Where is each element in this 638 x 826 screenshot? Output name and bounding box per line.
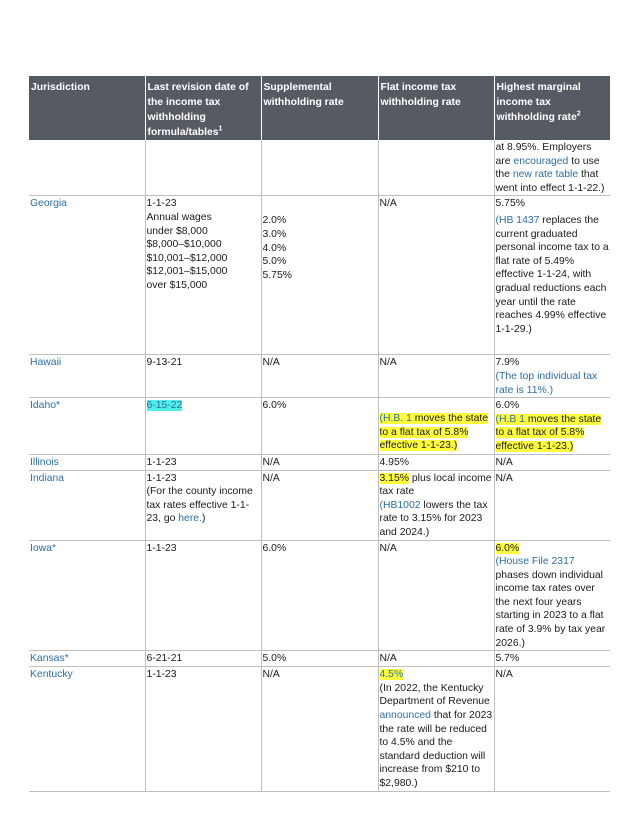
jurisdiction-link[interactable]: Iowa* [30, 542, 56, 554]
jurisdiction-link[interactable]: Indiana [30, 472, 65, 484]
highlighted-rate: 3.15% [379, 472, 409, 484]
table-row-georgia [29, 196, 610, 355]
encouraged-link[interactable]: encouraged [513, 155, 569, 167]
cell-empty [261, 140, 378, 196]
jurisdiction-iowa[interactable] [29, 540, 145, 651]
cell-text: 6.0% [262, 400, 287, 412]
county-rates-link[interactable]: here. [178, 513, 202, 525]
highlighted-rate: 6.0% [495, 542, 520, 554]
jurisdiction-link[interactable]: Kentucky [30, 669, 73, 681]
jurisdiction-link[interactable]: Idaho* [30, 400, 61, 412]
wage-line: $10,001–$12,000 [146, 252, 228, 264]
cell-text: ( [495, 556, 499, 568]
cell-empty [29, 140, 145, 196]
cell-text: moves the state to a flat tax of 5.8% effective 1-1-23.) [495, 413, 602, 452]
cell-supplemental [261, 667, 378, 791]
cell-supplemental [261, 196, 378, 355]
cell-highest [494, 651, 610, 667]
cell-revision [145, 470, 261, 540]
jurisdiction-link[interactable]: Georgia [30, 198, 67, 210]
cell-flat [378, 651, 494, 667]
cell-text: 1-1-23 [146, 456, 177, 468]
rate-line: 5.75% [262, 269, 292, 281]
jurisdiction-link[interactable]: Kansas* [30, 653, 69, 665]
cell-highest [494, 454, 610, 470]
cell-text: N/A [379, 198, 397, 210]
rate-line: 3.0% [262, 228, 287, 240]
cell-text: ( [379, 499, 383, 511]
cell-text: N/A [495, 472, 513, 484]
header-supplemental-label: Supplemental withholding rate [263, 82, 344, 108]
cell-supplemental [261, 540, 378, 651]
hb1002-link[interactable]: HB1002 [382, 499, 421, 511]
footnote-marker: 1 [218, 125, 223, 133]
cell-text: 9-13-21 [146, 357, 183, 369]
cell-text: (In 2022, the Kentucky Department of Revenue [379, 682, 490, 708]
cell-text: 5.0% [262, 653, 287, 665]
cell-highest [494, 667, 610, 791]
cell-text: replaces the current graduated personal income tax to a flat rate of 5.49% effective 1-1-24, with gradual reductions each year until the rate reaches 4.99% effective 1-1-29.) [495, 214, 609, 335]
rate-line: 2.0% [262, 215, 287, 227]
cell-text: 1-1-23 [146, 669, 177, 681]
cell-flat [378, 470, 494, 540]
jurisdiction-kansas[interactable] [29, 651, 145, 667]
cell-text: to use the [495, 155, 600, 181]
table-row-hawaii [29, 355, 610, 398]
top-rate-link[interactable]: The top individual tax rate is 11%.) [495, 370, 598, 396]
header-highest-label: Highest marginal income tax withholding rate [496, 82, 581, 123]
wage-line: $8,000–$10,000 [146, 239, 222, 251]
header-jurisdiction [29, 76, 145, 140]
header-revision [145, 76, 261, 140]
cell-text: (For the county income tax rates effective 1-1-23, go [146, 486, 253, 525]
cell-text: that for 2023 the rate will be reduced to 4.5% and the standard deduction will increase from $210 to $2,980.) [379, 710, 493, 789]
announced-link[interactable]: announced [379, 710, 431, 722]
jurisdiction-idaho[interactable] [29, 398, 145, 454]
cell-text: 1-1-23 [146, 472, 177, 484]
cell-flat [378, 540, 494, 651]
cell-text: N/A [262, 669, 280, 681]
jurisdiction-georgia[interactable] [29, 196, 145, 355]
cell-text: into effect 1-1-22.) [520, 182, 605, 194]
cell-text: 4.95% [379, 456, 409, 468]
table-row-kentucky [29, 667, 610, 791]
cell-supplemental [261, 398, 378, 454]
cell-text: moves the state to a flat tax of 5.8% effective 1-1-23.) [379, 413, 489, 452]
cell-supplemental [261, 454, 378, 470]
hb-1-link[interactable]: H.B. 1 [382, 413, 412, 425]
cell-highest [494, 355, 610, 398]
cell-text: N/A [262, 456, 280, 468]
cell-highest [494, 540, 610, 651]
cell-text: N/A [379, 542, 397, 554]
cell-revision [145, 540, 261, 651]
jurisdiction-indiana[interactable] [29, 470, 145, 540]
header-flat-label: Flat income tax withholding rate [380, 82, 461, 108]
cell-highest [494, 196, 610, 355]
cell-text: plus local income tax rate [379, 472, 492, 498]
table-row-illinois [29, 454, 610, 470]
cell-supplemental [261, 651, 378, 667]
header-supplemental [261, 76, 378, 140]
cell-empty [378, 140, 494, 196]
withholding-table [29, 76, 610, 792]
cell-empty [145, 140, 261, 196]
cell-revision [145, 454, 261, 470]
cell-text: N/A [379, 653, 397, 665]
cell-text: N/A [379, 357, 397, 369]
hb-1-link[interactable]: H.B 1 [498, 413, 525, 425]
revision-date-link[interactable]: 6-15-22 [146, 400, 183, 412]
rate-line: 4.0% [262, 242, 287, 254]
hb-1437-link[interactable]: HB 1437 [498, 214, 540, 226]
cell-highest [494, 470, 610, 540]
wage-line: $12,001–$15,000 [146, 266, 228, 278]
cell-text: N/A [262, 472, 280, 484]
new-rate-table-link[interactable]: new rate table [512, 169, 579, 181]
cell-text: N/A [495, 456, 513, 468]
wage-line: over $15,000 [146, 279, 208, 291]
cell-text: N/A [495, 669, 513, 681]
cell-text: ( [495, 214, 499, 226]
cell-revision [145, 651, 261, 667]
header-jurisdiction-label: Jurisdiction [31, 82, 90, 93]
cell-text: ( [379, 413, 383, 425]
table-row-continued [29, 140, 610, 196]
cell-revision [145, 196, 261, 355]
rate-line: 5.0% [262, 256, 287, 268]
highlighted-rate-link[interactable]: 4.5% [379, 669, 404, 681]
cell-revision [145, 355, 261, 398]
table-row-kansas [29, 651, 610, 667]
cell-highest [494, 398, 610, 454]
cell-text: lowers the tax rate to 3.15% for 2023 and 2024.) [379, 499, 488, 538]
cell-text: 7.9% [495, 357, 520, 369]
jurisdiction-illinois[interactable] [29, 454, 145, 470]
cell-text: at 8.95%. Employers are [495, 142, 592, 167]
cell-text: 5.7% [495, 653, 520, 665]
footnote-marker: 2 [576, 110, 581, 118]
cell-text: ) [201, 513, 206, 525]
cell-flat [378, 454, 494, 470]
cell-text: 5.75% [495, 198, 525, 210]
header-highest [494, 76, 610, 140]
cell-flat [378, 398, 494, 454]
cell-flat [378, 355, 494, 398]
cell-supplemental [261, 470, 378, 540]
jurisdiction-link[interactable]: Illinois [30, 456, 59, 468]
revision-date: 1-1-23 [146, 198, 177, 210]
table-row-indiana [29, 470, 610, 540]
header-revision-label: Last revision date of the income tax withholding formula/tables [147, 82, 249, 138]
cell-revision [145, 398, 261, 454]
cell-text: 6.0% [495, 400, 520, 412]
cell-text: ( [495, 413, 499, 425]
cell-highest [494, 140, 610, 196]
cell-text: ( [495, 370, 499, 382]
house-file-2317-link[interactable]: House File 2317 [498, 556, 575, 568]
jurisdiction-hawaii[interactable] [29, 355, 145, 398]
header-row [29, 76, 610, 140]
jurisdiction-kentucky[interactable] [29, 667, 145, 791]
wage-line: under $8,000 [146, 225, 208, 237]
cell-text: 6-21-21 [146, 653, 183, 665]
cell-text: 6.0% [262, 542, 287, 554]
cell-text: N/A [262, 357, 280, 369]
jurisdiction-link[interactable]: Hawaii [30, 357, 62, 369]
table-row-idaho [29, 398, 610, 454]
cell-flat [378, 667, 494, 791]
header-flat [378, 76, 494, 140]
cell-text: that went [495, 169, 599, 194]
cell-revision [145, 667, 261, 791]
table-row-iowa [29, 540, 610, 651]
cell-text: 1-1-23 [146, 542, 177, 554]
cell-flat [378, 196, 494, 355]
cell-supplemental [261, 355, 378, 398]
wage-line: Annual wages [146, 211, 212, 223]
cell-text: phases down individual income tax rates over the next four years starting in 2023 to a flat rate of 3.9% by tax year 2026.) [495, 569, 606, 649]
